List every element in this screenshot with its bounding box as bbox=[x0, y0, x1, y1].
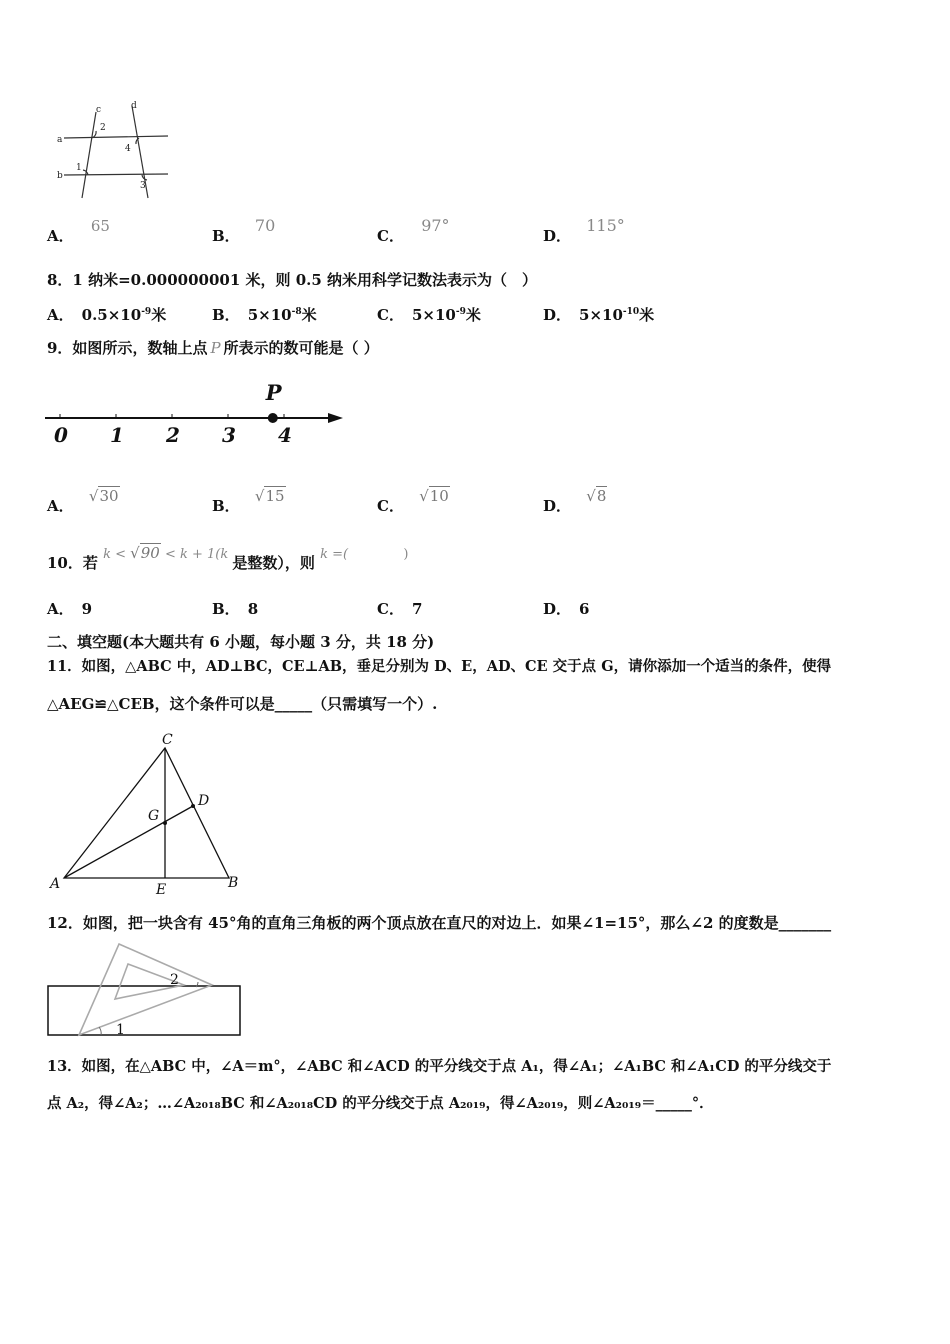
q9-option-b[interactable]: B． √15 bbox=[212, 487, 285, 515]
line-d-label: d bbox=[131, 101, 137, 111]
vertex-c-label: C bbox=[162, 732, 173, 748]
angle-2-label: 2 bbox=[170, 972, 179, 988]
q9-option-c[interactable]: C． √10 bbox=[377, 487, 449, 515]
axis-tick-2: 2 bbox=[166, 423, 180, 447]
q9-option-d[interactable]: D． √8 bbox=[543, 487, 607, 515]
vertex-a-label: A bbox=[50, 876, 61, 892]
section-2-heading: 二、填空题(本大题共有 6 小题，每小题 3 分，共 18 分) bbox=[47, 633, 435, 651]
q9-option-a[interactable]: A． √30 bbox=[47, 487, 119, 515]
point-p-label: P bbox=[265, 380, 282, 405]
angle-3-label: 3 bbox=[140, 181, 146, 191]
q13-stem-line1: 13．如图，在△ABC 中，∠A＝m°，∠ABC 和∠ACD 的平分线交于点 A₁，得∠A₁；∠A₁BC 和∠A₁CD 的平分线交于 bbox=[47, 1058, 832, 1075]
q11-stem-line2: △AEG≌△CEB，这个条件可以是_____（只需填写一个）. bbox=[47, 695, 438, 713]
angle-1-label: 1 bbox=[116, 1022, 125, 1038]
q11-triangle-figure bbox=[44, 728, 254, 898]
vertex-b-label: B bbox=[228, 875, 239, 891]
point-e-label: E bbox=[156, 882, 167, 898]
line-b-label: b bbox=[57, 171, 63, 181]
q12-stem: 12．如图，把一块含有 45°角的直角三角板的两个顶点放在直尺的对边上．如果∠1=15°，那么∠2 的度数是_______ bbox=[47, 914, 832, 932]
q9-number-line bbox=[40, 378, 350, 450]
q7-option-a[interactable]: A． 65 bbox=[47, 217, 110, 245]
axis-tick-3: 3 bbox=[222, 423, 236, 447]
q7-option-d[interactable]: D． 115° bbox=[543, 216, 625, 245]
line-a-label: a bbox=[57, 135, 63, 145]
q10-option-b[interactable]: B． 8 bbox=[212, 600, 259, 618]
q10-stem: 10．若 k < √90 < k + 1(k 是整数），则 k =( ) bbox=[47, 544, 409, 572]
point-p bbox=[268, 413, 278, 423]
q11-stem-line1: 11．如图，△ABC 中，AD⊥BC，CE⊥AB，垂足分别为 D、E，AD、CE 交于点 G，请你添加一个适当的条件，使得 bbox=[47, 658, 832, 675]
q12-ruler-triangle-figure bbox=[46, 942, 246, 1040]
q8-option-c[interactable]: C． $5\times 10^{-9}$米 bbox=[377, 306, 481, 324]
q13-stem-line2: 点 A₂，得∠A₂；…∠A₂₀₁₈BC 和∠A₂₀₁₈CD 的平分线交于点 A₂₀₁₉，得∠A₂₀₁₉，则∠A₂₀₁₉＝_____°． bbox=[47, 1095, 714, 1112]
angle-2-label: 2 bbox=[100, 123, 106, 133]
q8-option-a[interactable]: A． $0.5\times 10^{-9}$米 bbox=[47, 306, 167, 324]
angle-1-label: 1 bbox=[76, 163, 82, 173]
axis-tick-1: 1 bbox=[110, 423, 124, 447]
q9-stem: 9．如图所示，数轴上点 P 所表示的数可能是（ ） bbox=[47, 339, 379, 357]
q7-parallel-lines-figure bbox=[52, 98, 177, 203]
q10-option-d[interactable]: D． 6 bbox=[543, 600, 590, 618]
axis-tick-4: 4 bbox=[278, 423, 292, 447]
q8-option-d[interactable]: D． $5\times 10^{-10}$米 bbox=[543, 306, 655, 324]
line-c-label: c bbox=[96, 105, 102, 115]
q10-option-a[interactable]: A． 9 bbox=[47, 600, 93, 618]
q8-option-b[interactable]: B． $5\times 10^{-8}$米 bbox=[212, 306, 317, 324]
q10-option-c[interactable]: C． 7 bbox=[377, 600, 423, 618]
axis-tick-0: 0 bbox=[54, 423, 68, 447]
angle-4-label: 4 bbox=[125, 144, 131, 154]
q8-stem: 8．1 纳米=0.000000001 米，则 0.5 纳米用科学记数法表示为（ ） bbox=[47, 271, 538, 289]
q7-option-c[interactable]: C． 97° bbox=[377, 216, 450, 245]
point-g-label: G bbox=[148, 808, 160, 824]
point-d-label: D bbox=[198, 793, 210, 809]
q7-option-b[interactable]: B． 70 bbox=[212, 216, 276, 245]
